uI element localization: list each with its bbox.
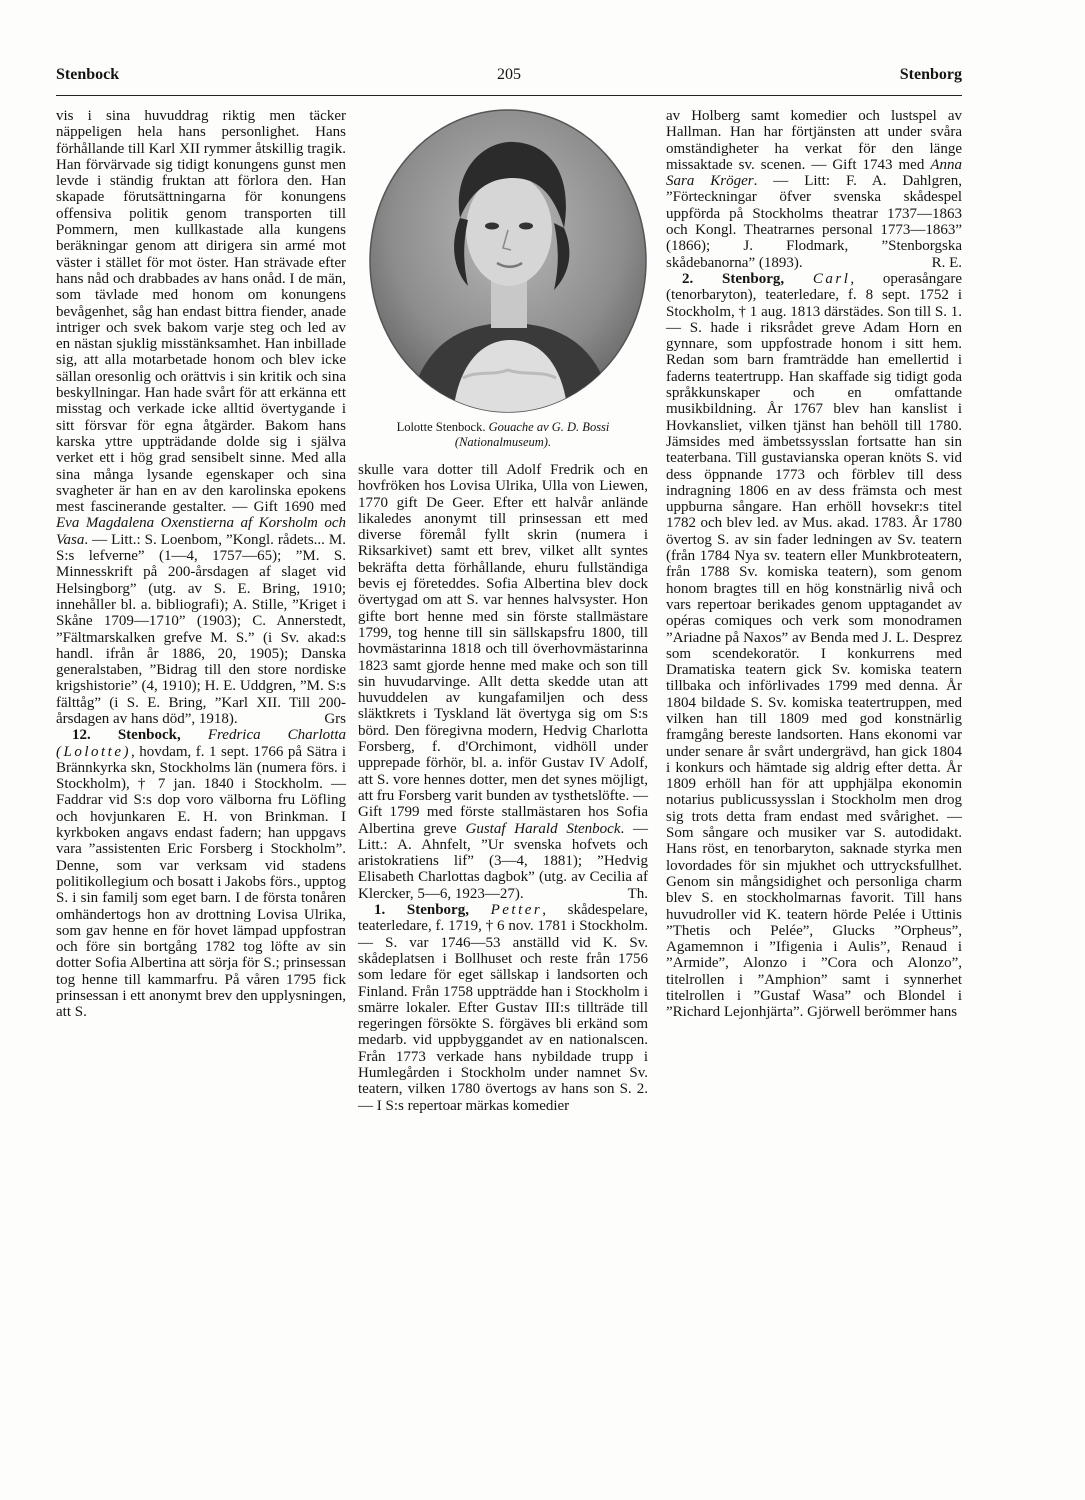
entry-number: 2. [682, 270, 694, 287]
page-number: 205 [497, 66, 521, 83]
spouse-name: Anna Sara Kröger [666, 156, 962, 190]
column-1 [56, 108, 346, 1021]
caption-credit: Gouache av G. D. Bossi (Nationalmuseum). [454, 420, 610, 449]
author-signature: Grs [324, 710, 346, 727]
entry-1-stenborg-petter: 1. Stenborg, Petter, skådespelare, teaterledare, f. 1719, † 6 nov. 1781 i Stockholm. — S. var 1746—53 anställd vid K. Sv. skådeplatsen i Bollhuset och reste från 1756 som ledare för eget sällskap i landsorten och Finland. Från 1758 uppträdde han i Stockholm i smärre lokaler. Efter Gustav III:s tillträde till regeringen försökte S. förgäves bli erkänd som medarb. vid uppbyggandet av en nationalscen. Från 1773 verkade hans nybildade trupp i Humlegården i Stockholm under namnet Sv. teatern, vilken 1780 övertogs av hans son S. 2. — I S:s repertoar märkas komedier [358, 902, 648, 1114]
column-2 [358, 462, 648, 1114]
entry-given-names: Petter [490, 902, 543, 919]
running-header [56, 66, 962, 96]
portrait-image [368, 108, 648, 414]
entry-number: 1. [374, 902, 386, 919]
column-3 [666, 108, 962, 1021]
caption-name: Lolotte Stenbock. [396, 420, 486, 434]
spouse-name: Gustaf Harald Stenbock [465, 820, 621, 837]
entry-given-names: Fredrica Charlotta [207, 727, 347, 744]
entry-surname: Stenbock, [117, 727, 181, 744]
portrait-caption [358, 420, 648, 450]
author-signature: Th. [627, 885, 648, 902]
entry-surname: Stenborg, [722, 270, 785, 287]
entry-nickname: (Lolotte) [56, 743, 131, 760]
header-left-keyword: Stenbock [56, 66, 120, 83]
header-rule [56, 95, 962, 96]
entry-2-stenborg-carl: 2. Stenborg, Carl, operasångare (tenorbaryton), teaterledare, f. 8 sept. 1752 i Stockholm, † 1 aug. 1813 därstädes. Son till S. 1. — S. hade i riksrådet greve Adam Horn en gynnare, som uppfostrade honom i sitt hem. Redan som barn framträdde han emellertid i faderns teatertrupp. Han skaffade sig tidigt goda språkkunskaper och en omfattande musikbildning. År 1767 blev han kanslist i Hovkansliet, vilken tjänst han behöll till 1780. Jämsides med ämbetssysslan fortsatte han sin teaterbana. Till gustavianska operan knöts S. vid dess öppnande 1773 och förblev till dess indragning 1806 en av dess främsta och mest uppburna sångare. Han erhöll hovsekr:s titel 1782 och blev led. av Mus. akad. 1783. År 1780 övertog S. av sin fader ledningen av Sv. teatern (från 1784 Nya sv. teatern eller Munkbroteatern, från 1788 Sv. komiska teatern), som genom honom bragtes till en hög konstnärlig nivå och vars repertoar berikades genom upptagandet av opéras comiques och verk som monodramen ”Ariadne på Naxos” av Benda med J. L. Desprez som scendekoratör. I konkurrens med Dramatiska teatern gick Sv. komiska teatern tillbaka och införlivades 1799 med denna. År 1804 bildade S. Sv. komiska teatertruppen, med vilken han till 1809 med god konstnärlig framgång bereste landsorten. Hans ekonomi var under senare år svårt undergrävd, han gick 1804 i konkurs och hämtade sig aldrig efter detta. År 1809 erhöll han för att upphjälpa ekonomin notarius publicussysslan i Stockholm men drog sig trots detta fram endast med svårighet. — Som sångare och musiker var S. autodidakt. Hans röst, en tenorbaryton, saknade styrka men lovordades för sin mjukhet och uttrycksfullhet. Genom sin mångsidighet och personliga charm blev S. en stockholmarnas favorit. Till hans huvudroller vid K. teatern hörde Pelée i Uttinis ”Thetis och Pelée”, Glucks ”Orpheus”, Agamemnon i ”Ifigenia i Aulis”, Renaud i ”Armide”, Alonzo i ”Cora och Alonzo”, titelrollen i ”Amphion” samt i synnerhet titelrollen i ”Gustaf Wasa” och Blondel i ”Richard Lejonhjärta”. Gjörwell berömmer hans [666, 270, 963, 1021]
spouse-name: Eva Magdalena Oxenstierna af Korsholm och Vasa [56, 515, 346, 548]
entry-1-continued: av Holberg samt komedier och lustspel av Hallman. Han har förtjänsten att under svåra omständigheter ha verkat för den länge missaktade sv. scenen. — Gift 1743 med Anna Sara Kröger. — Litt: F. A. Dahlgren, ”Förteckningar öfver svenska skådespel uppförda på Stockholms theatrar 1737—1863 och Kongl. Theatrarnes personal 1773—1863” (1866); J. Flodmark, ”Stenborgska skådebanorna” (1893). R. E. [666, 108, 962, 271]
entry-surname: Stenborg, [406, 902, 469, 919]
stenbock-magnus-entry-end: vis i sina huvuddrag riktig men täcker näppeligen hela hans personlighet. Hans förhållande till Karl XII rymmer åtskillig tragik. Han förvärvade sig tidigt konungens gunst men levde i ständig fruktan att förlora den. Han skapade förutsättningarna för konungens offensiva politik genom transporten till Pommern, men kullkastade alla kungens beräkningar genom att dirigera sin armé mot väster i stället för mot öster. Han strävade efter hans nåd och drabbades av hans onåd. I de män, som tävlade med honom om konungens bevågenhet, såg han endast bittra fiender, anade intriger och svek bakom varje steg och led av en nästan sjuklig misstänksamhet. Han inbillade sig, att alla motarbetade honom och blev icke sällan oresonlig och orättvis i sin kritik och sina beskyllningar. Han hade svårt för att erkänna ett misstag och verkade icke alltid övertygande i sitt försvar för egna åtgärder. Bakom hans karska yttre uppträdande dolde sig i själva verket ett i hög grad sensibelt sinne. Med alla sina många lysande egenskaper och sina svagheter är han en av den karolinska epokens mest fascinerande gestalter. — Gift 1690 med Eva Magdalena Oxenstierna af Korsholm och Vasa. — Litt.: S. Loenbom, ”Kongl. rådets... M. S:s lefverne” (1—4, 1757—65); ”M. S. Minnesskrift på 200-årsdagen af slaget vid Helsingborg” (utg. av S. E. Bring, 1910; innehåller bl. a. bibliografi); A. Stille, ”Kriget i Skåne 1709—1710” (1903); C. Annerstedt, ”Fältmarskalken grefve M. S.” (i Sv. akad:s handl. ifrån år 1886, 20, 1905); Danska generalstaben, ”Bidrag till den store nordiske krigshistorie” (4, 1910); H. E. Uddgren, ”M. S:s fälttåg” (i S. E. Bring, ”Karl XII. Till 200-årsdagen av hans död”, 1918). Grs [56, 108, 346, 727]
entry-12-continued: skulle vara dotter till Adolf Fredrik och en hovfröken hos Lovisa Ulrika, Ulla von Liewen, 1770 gift De Geer. Efter ett halvår anlände likaledes anonymt till prinsessan ett med diverse föremål fyllt skrin (numera i Riksarkivet) samt ett brev, vilket allt syntes bekräfta detta förhållande, ehuru fullständiga bevis ej företeddes. Sofia Albertina blev dock övertygad om att S. var hennes halvsyster. Hon gifte bort henne med sin förste stallmästare 1799, tog henne till sin sällskapsfru 1800, till hovmästarinna 1818 och till överhovmästarinna 1823 samt gjorde henne med make och son till sin huvudarvinge. Allt detta skedde utan att huvuddelen av kungafamiljen och dess släktkrets i Tyskland lät övertyga sig om S:s börd. Den föregivna modern, Hedvig Charlotta Forsberg, f. d'Orchimont, vidhöll under upprepade förhör, bl. a. inför Gustav IV Adolf, att S. vore hennes dotter, men det synes möjligt, att fru Forsberg varit bunden av tysthetslöfte. — Gift 1799 med förste stallmästaren hos Sofia Albertina greve Gustaf Harald Stenbock. — Litt.: A. Ahnfelt, ”Ur svenska hofvets och aristokratiens lif” (3—4, 1881); ”Hedvig Elisabeth Charlottas dagbok” (utg. av Cecilia af Klercker, 5—6, 1923—27). Th. [358, 462, 649, 902]
entry-12-stenbock-fredrica: 12. Stenbock, Fredrica Charlotta (Lolotte), hovdam, f. 1 sept. 1766 på Sätra i Brännkyrka skn, Stockholms län (numera förs. i Stockholm), † 7 jan. 1840 i Stockholm. — Faddrar vid S:s dop voro välborna fru Löfling och hovjunkaren E. H. von Brinkman. I kyrkboken angavs endast fadern; han uppgavs vara ”assistenten Eric Forsberg i Stockholm”. Denne, som var verksam vid stadens politikollegium och bosatt i Jakobs förs., upptog S. i sin familj som eget barn. I de första tonåren omhändertogs hon av drottning Lovisa Ulrika, som gav henne en för hovet lämpad uppfostran och före sin bortgång 1782 tog löfte av sin dotter Sofia Albertina att sörja för S.; prinsessan tog henne till kammarfru. På våren 1795 fick prinsessan i ett anonymt brev den upplysningen, att S. [56, 727, 347, 1021]
entry-number: 12. [72, 727, 91, 744]
entry-given-names: Carl [812, 270, 851, 287]
author-signature: R. E. [931, 254, 962, 271]
header-right-keyword: Stenborg [899, 66, 962, 83]
